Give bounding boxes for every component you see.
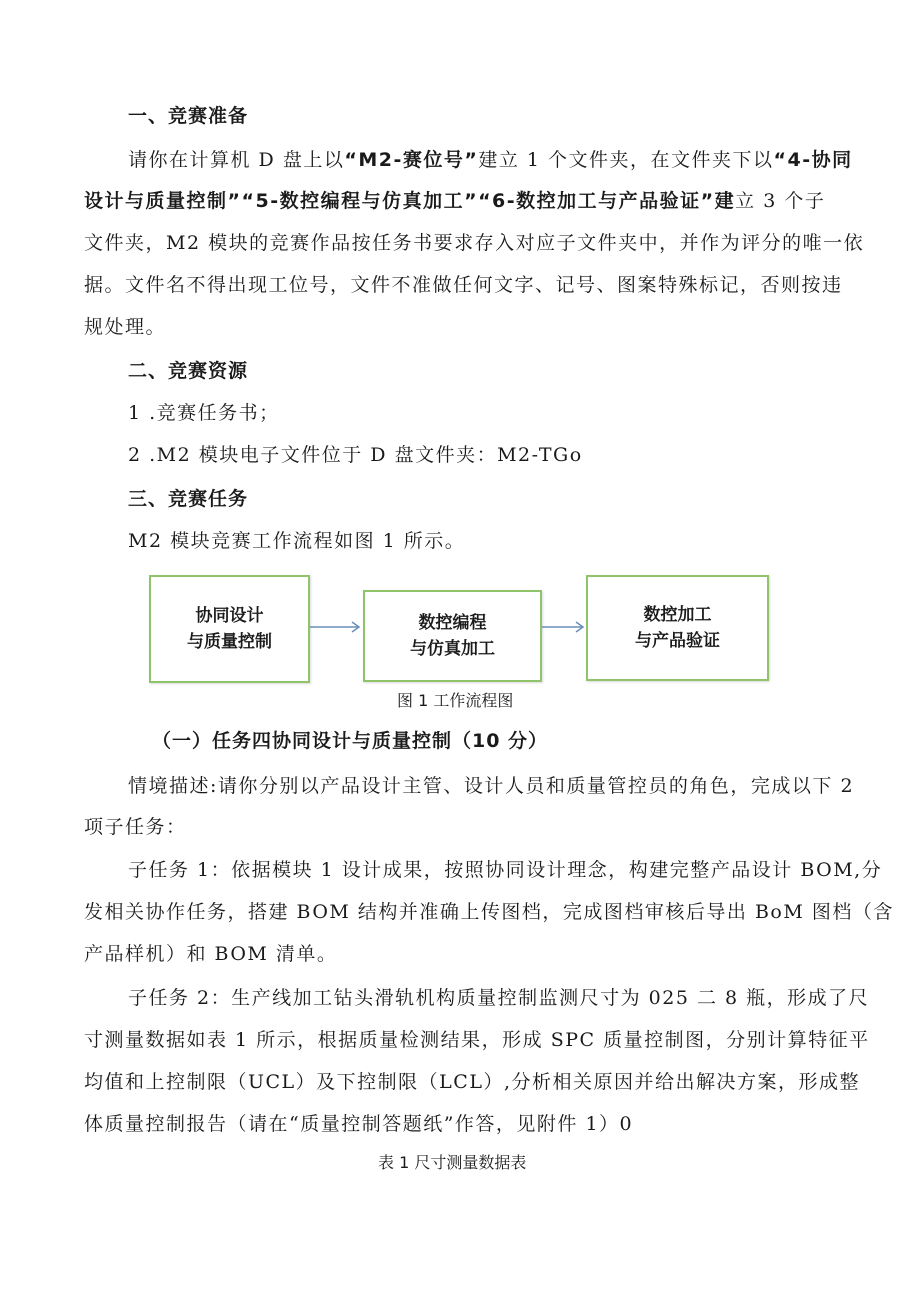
section-heading-tasks: 三、竞赛任务 [128,488,249,510]
paragraph-line: 寸测量数据如表 1 所示，根据质量检测结果，形成 SPC 质量控制图，分别计算特征平 [84,1029,870,1051]
paragraph-line: 情境描述:请你分别以产品设计主管、设计人员和质量管控员的角色，完成以下 2 [128,775,855,797]
paragraph-line: 体质量控制报告（请在“质量控制答题纸”作答，见附件 1）0 [84,1113,634,1135]
flow-step-label: 与质量控制 [187,632,272,652]
flow-step-collaborative-design [149,575,310,683]
flow-step-label: 协同设计 [195,606,264,626]
text-run: 立 3 个子 [735,190,826,212]
paragraph-line: 产品样机）和 BOM 清单。 [84,943,338,965]
paragraph-line: 规处理。 [84,316,167,338]
list-item: 1 .竞赛任务书； [128,402,280,424]
flow-step-label: 数控编程 [418,613,487,633]
folder-name-emphasis: “M2-赛位号” [344,149,479,171]
flow-arrow-icon [540,619,588,635]
flow-step-label: 数控加工 [643,605,712,625]
paragraph-line: 发相关协作任务，搭建 BOM 结构并准确上传图档，完成图档审核后导出 BoM 图档（含 [84,901,894,923]
flow-arrow-icon [308,619,364,635]
flow-step-cnc-machining [586,575,769,681]
paragraph-line: 子任务 2：生产线加工钻头滑轨机构质量控制监测尺寸为 025 二 8 瓶，形成了尺 [128,987,870,1009]
paragraph-line: M2 模块竞赛工作流程如图 1 所示。 [128,530,466,552]
flow-step-label: 与仿真加工 [410,639,495,659]
paragraph-line: 子任务 1：依据模块 1 设计成果，按照协同设计理念，构建完整产品设计 BOM,分 [128,859,883,881]
text-run: 建立 1 个文件夹，在文件夹下以 [478,149,774,171]
paragraph-line: 文件夹，M2 模块的竞赛作品按任务书要求存入对应子文件夹中，并作为评分的唯一依 [84,232,865,254]
paragraph-line: 项子任务： [84,816,187,838]
folder-names-emphasis: 设计与质量控制”“5-数控编程与仿真加工”“6-数控加工与产品验证”建 [84,190,736,212]
paragraph-line: 均值和上控制限（UCL）及下控制限（LCL）,分析相关原因并给出解决方案，形成整 [84,1071,860,1093]
flow-step-label: 与产品验证 [635,631,720,651]
task-heading: （一）任务四协同设计与质量控制（10 分） [152,730,549,752]
section-heading-preparation: 一、竞赛准备 [128,105,249,127]
list-item: 2 .M2 模块电子文件位于 D 盘文件夹：M2-TGo [128,444,583,466]
flow-step-cnc-programming [363,590,542,682]
text-run: 请你在计算机 D 盘上以 [128,149,345,171]
paragraph-line [84,186,825,213]
folder-name-emphasis: “4-协同 [773,149,853,171]
section-heading-resources: 二、竞赛资源 [128,360,249,382]
paragraph-line: 据。文件名不得出现工位号，文件不准做任何文字、记号、图案特殊标记，否则按违 [84,274,843,296]
figure-caption: 图 1 工作流程图 [397,691,514,710]
paragraph-line [128,145,853,172]
table-caption: 表 1 尺寸测量数据表 [378,1153,527,1172]
